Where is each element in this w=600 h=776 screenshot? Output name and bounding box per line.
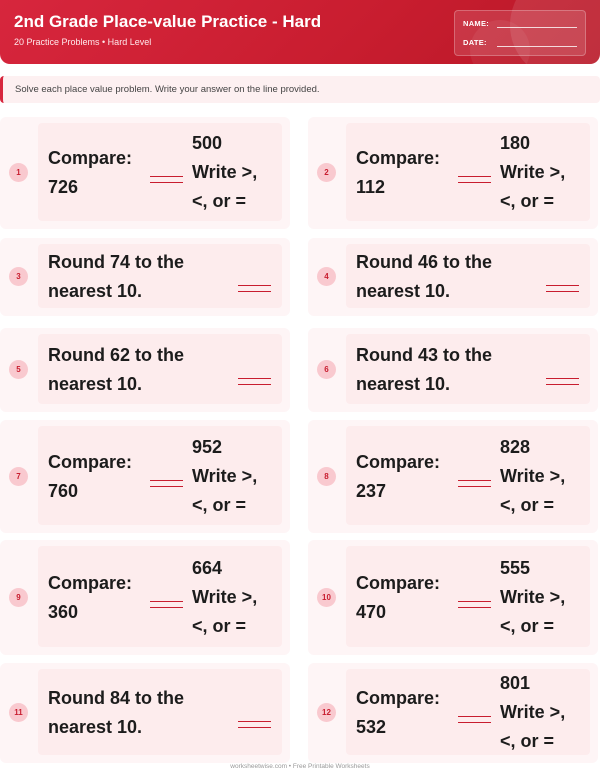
footer-text: worksheetwise.com • Free Printable Worksheets [230,763,370,770]
problem-number-badge: 10 [317,588,336,607]
problem-text-line: Compare: [356,451,441,472]
name-field[interactable] [463,19,489,28]
date-label: DATE: [463,38,487,47]
compare-prompt [192,433,257,520]
problem-text-line: 760 [48,480,79,501]
problem-text-line: Compare: [356,572,441,593]
problem-text [48,248,184,306]
answer-line[interactable] [458,601,491,608]
name-label: NAME: [463,19,490,28]
answer-line[interactable] [150,601,183,608]
compare-prompt-line: 180 [500,133,531,153]
problem-text-line: Compare: [48,451,133,472]
problem-text-line: Compare: [356,688,441,708]
problem-number-badge: 12 [317,703,336,722]
problem-card [308,238,598,316]
problem-text [356,448,440,506]
worksheet-title: 2nd Grade Place-value Practice - Hard [14,12,322,31]
problem-number-badge: 2 [317,163,336,182]
problem-card [0,540,290,655]
compare-prompt-line: <, or = [192,191,247,211]
instructions-text: Solve each place value problem. Write your answer on the line provided. [15,84,320,95]
instructions-box [0,76,600,103]
problem-text-line: nearest 10. [48,281,143,301]
problem-card [0,117,290,229]
name-date-box [454,10,586,56]
worksheet-subtitle: 20 Practice Problems • Hard Level [14,37,152,47]
problem-number-badge: 8 [317,467,336,486]
problem-card [308,540,598,655]
problem-card [308,420,598,533]
compare-prompt-line: 500 [192,133,223,153]
compare-prompt-line: Write >, [192,465,258,486]
problem-text-line: nearest 10. [48,374,143,394]
answer-line[interactable] [458,480,491,487]
problem-text-line: 112 [356,177,386,197]
problem-text-line: 726 [48,177,79,197]
problem-number-badge: 5 [9,360,28,379]
problem-card [0,328,290,412]
problem-text-line: nearest 10. [356,374,451,394]
compare-prompt-line: Write >, [500,162,566,182]
problem-text-line: Compare: [48,148,133,168]
compare-prompt-line: <, or = [500,191,555,211]
problem-card [0,663,290,763]
problem-text [356,144,440,202]
problem-text-line: Round 43 to the [356,345,492,365]
problem-text [356,248,492,306]
problem-text [48,144,132,202]
compare-prompt [500,433,565,520]
compare-prompt-line: <, or = [192,615,247,636]
compare-prompt-line: Write >, [500,702,566,722]
answer-line[interactable] [238,378,271,385]
answer-line[interactable] [150,480,183,487]
problem-text-line: Round 84 to the [48,688,184,708]
compare-prompt-line: 555 [500,557,531,578]
compare-prompt-line: <, or = [500,494,555,515]
problem-number-badge: 6 [317,360,336,379]
compare-prompt-line: 664 [192,557,223,578]
compare-prompt-line: 828 [500,436,531,457]
answer-line[interactable] [238,721,271,728]
compare-prompt-line: Write >, [500,465,566,486]
compare-prompt [500,129,565,216]
answer-line[interactable] [458,176,491,183]
problem-number-badge: 1 [9,163,28,182]
problem-number-badge: 9 [9,588,28,607]
problem-text-line: nearest 10. [48,717,143,737]
problem-text-line: nearest 10. [356,281,451,301]
compare-prompt-line: Write >, [192,586,258,607]
problem-text [356,684,440,742]
compare-prompt-line: <, or = [192,494,247,515]
problem-card [308,328,598,412]
problem-text-line: Round 46 to the [356,252,492,272]
compare-prompt [500,669,565,756]
answer-line[interactable] [238,285,271,292]
problem-text-line: Round 74 to the [48,252,184,272]
compare-prompt-line: Write >, [500,586,566,607]
compare-prompt [500,554,565,641]
problem-text-line: 360 [48,601,79,622]
problem-text [48,684,184,742]
compare-prompt-line: 952 [192,436,223,457]
problem-card [0,420,290,533]
problem-text [356,569,440,627]
problem-card [0,238,290,316]
date-field[interactable] [463,38,487,47]
problem-number-badge: 3 [9,267,28,286]
date-line [497,46,577,47]
answer-line[interactable] [458,716,491,723]
problem-number-badge: 4 [317,267,336,286]
worksheet-header [0,0,600,64]
problem-card [308,117,598,229]
problem-text-line: 237 [356,480,387,501]
compare-prompt-line: 801 [500,673,531,693]
compare-prompt-line: <, or = [500,615,555,636]
compare-prompt-line: Write >, [192,162,258,182]
compare-prompt [192,554,257,641]
problem-number-badge: 11 [9,703,28,722]
problem-number-badge: 7 [9,467,28,486]
problem-card [308,663,598,763]
problem-text [48,569,132,627]
problem-text [48,448,132,506]
problem-text [48,341,184,399]
problem-text-line: 532 [356,717,387,737]
answer-line[interactable] [150,176,183,183]
problem-text [356,341,492,399]
answer-line[interactable] [546,285,579,292]
compare-prompt [192,129,257,216]
problem-text-line: Compare: [356,148,441,168]
problem-text-line: Round 62 to the [48,345,184,365]
problem-text-line: 470 [356,601,387,622]
name-line [497,27,577,28]
problem-text-line: Compare: [48,572,133,593]
compare-prompt-line: <, or = [500,731,555,751]
answer-line[interactable] [546,378,579,385]
